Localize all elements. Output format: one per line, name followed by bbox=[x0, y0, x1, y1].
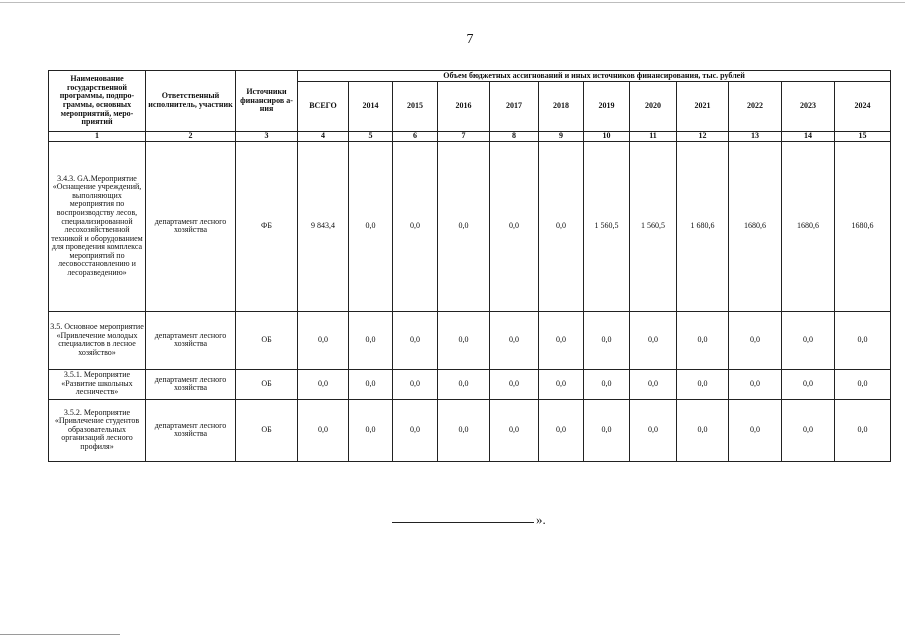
header-row-top bbox=[49, 71, 891, 82]
column-number: 9 bbox=[539, 132, 584, 142]
header-year-2021: 2021 bbox=[677, 82, 729, 132]
row-value-2019: 0,0 bbox=[584, 399, 630, 461]
row-value-total: 9 843,4 bbox=[298, 141, 349, 311]
header-year-2017: 2017 bbox=[490, 82, 539, 132]
row-name: 3.5. Основное мероприятие «Привлечение молодых специалистов в лесное хозяйство» bbox=[49, 311, 146, 369]
header-name: Наименование государственной программы, подпро-граммы, основных мероприятий, меро-приятий bbox=[49, 71, 146, 132]
row-responsible: департамент лесного хозяйства bbox=[146, 311, 236, 369]
row-value-2020: 0,0 bbox=[630, 311, 677, 369]
column-number: 3 bbox=[236, 132, 298, 142]
row-source: ФБ bbox=[236, 141, 298, 311]
column-number: 15 bbox=[835, 132, 891, 142]
header-year-2019: 2019 bbox=[584, 82, 630, 132]
column-number: 7 bbox=[438, 132, 490, 142]
row-value-2015: 0,0 bbox=[393, 141, 438, 311]
row-value-2021: 0,0 bbox=[677, 369, 729, 399]
header-year-2014: 2014 bbox=[349, 82, 393, 132]
row-responsible: департамент лесного хозяйства bbox=[146, 399, 236, 461]
closing-quote-mark: ». bbox=[536, 512, 546, 527]
row-value-2014: 0,0 bbox=[349, 141, 393, 311]
column-number: 1 bbox=[49, 132, 146, 142]
header-total: ВСЕГО bbox=[298, 82, 349, 132]
header-source: Источники финансиров а-ния bbox=[236, 71, 298, 132]
row-value-2021: 0,0 bbox=[677, 399, 729, 461]
row-value-2024: 0,0 bbox=[835, 399, 891, 461]
row-value-2017: 0,0 bbox=[490, 399, 539, 461]
row-name: 3.4.3. GA.Мероприятие «Оснащение учреждений, выполняющих мероприятия по воспроизводству лесов, специализированной лесохозяйственной техникой и оборудованием для проведения комплекса мероприятий по лесовосстановлению и лесоразведению» bbox=[49, 141, 146, 311]
row-value-2022: 1680,6 bbox=[729, 141, 782, 311]
column-number: 11 bbox=[630, 132, 677, 142]
row-value-2021: 1 680,6 bbox=[677, 141, 729, 311]
column-number: 5 bbox=[349, 132, 393, 142]
row-responsible: департамент лесного хозяйства bbox=[146, 141, 236, 311]
column-number-row bbox=[49, 132, 891, 142]
row-value-2023: 1680,6 bbox=[782, 141, 835, 311]
row-value-2022: 0,0 bbox=[729, 311, 782, 369]
row-value-2024: 1680,6 bbox=[835, 141, 891, 311]
row-value-2017: 0,0 bbox=[490, 311, 539, 369]
row-value-2024: 0,0 bbox=[835, 311, 891, 369]
row-value-2014: 0,0 bbox=[349, 311, 393, 369]
closing-signature-line bbox=[392, 522, 534, 523]
row-value-2019: 0,0 bbox=[584, 311, 630, 369]
header-year-2018: 2018 bbox=[539, 82, 584, 132]
row-source: ОБ bbox=[236, 369, 298, 399]
row-value-2023: 0,0 bbox=[782, 399, 835, 461]
header-year-2023: 2023 bbox=[782, 82, 835, 132]
row-name: 3.5.2. Мероприятие «Привлечение студентов образовательных организаций лесного профиля» bbox=[49, 399, 146, 461]
row-value-2024: 0,0 bbox=[835, 369, 891, 399]
row-value-2018: 0,0 bbox=[539, 311, 584, 369]
row-value-2016: 0,0 bbox=[438, 311, 490, 369]
table-row bbox=[49, 141, 891, 311]
budget-table bbox=[48, 70, 891, 462]
row-value-2023: 0,0 bbox=[782, 369, 835, 399]
row-value-2019: 0,0 bbox=[584, 369, 630, 399]
row-value-2020: 1 560,5 bbox=[630, 141, 677, 311]
row-value-total: 0,0 bbox=[298, 399, 349, 461]
top-rule bbox=[0, 2, 905, 3]
header-budget-group: Объем бюджетных ассигнований и иных источников финансирования, тыс. рублей bbox=[298, 71, 891, 82]
row-source: ОБ bbox=[236, 311, 298, 369]
table-row bbox=[49, 399, 891, 461]
row-value-2015: 0,0 bbox=[393, 399, 438, 461]
row-value-2016: 0,0 bbox=[438, 399, 490, 461]
row-source: ОБ bbox=[236, 399, 298, 461]
row-value-total: 0,0 bbox=[298, 311, 349, 369]
row-value-2020: 0,0 bbox=[630, 369, 677, 399]
row-value-total: 0,0 bbox=[298, 369, 349, 399]
column-number: 4 bbox=[298, 132, 349, 142]
row-value-2017: 0,0 bbox=[490, 369, 539, 399]
header-year-2015: 2015 bbox=[393, 82, 438, 132]
row-value-2016: 0,0 bbox=[438, 369, 490, 399]
row-value-2015: 0,0 bbox=[393, 311, 438, 369]
row-value-2020: 0,0 bbox=[630, 399, 677, 461]
row-value-2018: 0,0 bbox=[539, 369, 584, 399]
header-responsible: Ответственный исполнитель, участник bbox=[146, 71, 236, 132]
row-value-2022: 0,0 bbox=[729, 369, 782, 399]
column-number: 2 bbox=[146, 132, 236, 142]
header-year-2024: 2024 bbox=[835, 82, 891, 132]
table-row bbox=[49, 311, 891, 369]
header-year-2016: 2016 bbox=[438, 82, 490, 132]
row-value-2014: 0,0 bbox=[349, 399, 393, 461]
bottom-rule bbox=[0, 634, 120, 635]
column-number: 8 bbox=[490, 132, 539, 142]
column-number: 6 bbox=[393, 132, 438, 142]
row-value-2021: 0,0 bbox=[677, 311, 729, 369]
table-row bbox=[49, 369, 891, 399]
row-value-2014: 0,0 bbox=[349, 369, 393, 399]
row-value-2018: 0,0 bbox=[539, 399, 584, 461]
header-year-2020: 2020 bbox=[630, 82, 677, 132]
row-value-2016: 0,0 bbox=[438, 141, 490, 311]
row-responsible: департамент лесного хозяйства bbox=[146, 369, 236, 399]
column-number: 12 bbox=[677, 132, 729, 142]
row-value-2023: 0,0 bbox=[782, 311, 835, 369]
row-value-2022: 0,0 bbox=[729, 399, 782, 461]
row-name: 3.5.1. Мероприятие «Развитие школьных лесничеств» bbox=[49, 369, 146, 399]
row-value-2017: 0,0 bbox=[490, 141, 539, 311]
row-value-2015: 0,0 bbox=[393, 369, 438, 399]
header-year-2022: 2022 bbox=[729, 82, 782, 132]
page-number: 7 bbox=[466, 32, 474, 47]
column-number: 13 bbox=[729, 132, 782, 142]
column-number: 14 bbox=[782, 132, 835, 142]
row-value-2018: 0,0 bbox=[539, 141, 584, 311]
row-value-2019: 1 560,5 bbox=[584, 141, 630, 311]
column-number: 10 bbox=[584, 132, 630, 142]
